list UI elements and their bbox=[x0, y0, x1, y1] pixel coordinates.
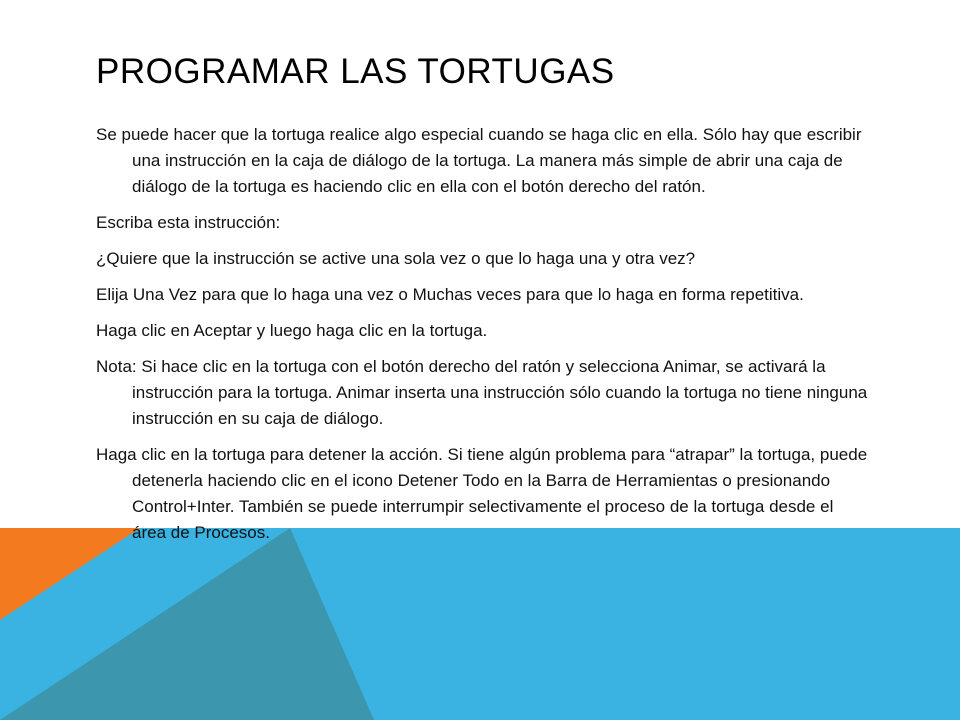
paragraph-6: Nota: Si hace clic en la tortuga con el botón derecho del ratón y selecciona Animar, se activará la instrucción para la tortuga. Animar inserta una instrucción sólo cuando la tortuga no tiene ninguna instrucción en su caja de diálogo. bbox=[96, 357, 868, 428]
slide-body bbox=[96, 122, 871, 556]
paragraph-7: Haga clic en la tortuga para detener la acción. Si tiene algún problema para “atrapar” la tortuga, puede detenerla haciendo clic en el icono Detener Todo en la Barra de Herramientas o presionando Control+Inter. También se puede interrumpir selectivamente el proceso de la tortuga desde el área de Procesos. bbox=[96, 445, 868, 542]
paragraph-4: Elija Una Vez para que lo haga una vez o Muchas veces para que lo haga en forma repetitiva. bbox=[96, 285, 804, 304]
paragraph-2: Escriba esta instrucción: bbox=[96, 213, 281, 232]
paragraph-3: ¿Quiere que la instrucción se active una sola vez o que lo haga una y otra vez? bbox=[96, 249, 696, 268]
paragraph-1: Se puede hacer que la tortuga realice algo especial cuando se haga clic en ella. Sólo hay que escribir una instrucción en la caja de diálogo de la tortuga. La manera más simple de abrir una caja de diálogo de la tortuga es haciendo clic en ella con el botón derecho del ratón. bbox=[96, 125, 862, 196]
paragraph-5: Haga clic en Aceptar y luego haga clic en la tortuga. bbox=[96, 321, 488, 340]
slide-title: PROGRAMAR LAS TORTUGAS bbox=[96, 52, 615, 91]
